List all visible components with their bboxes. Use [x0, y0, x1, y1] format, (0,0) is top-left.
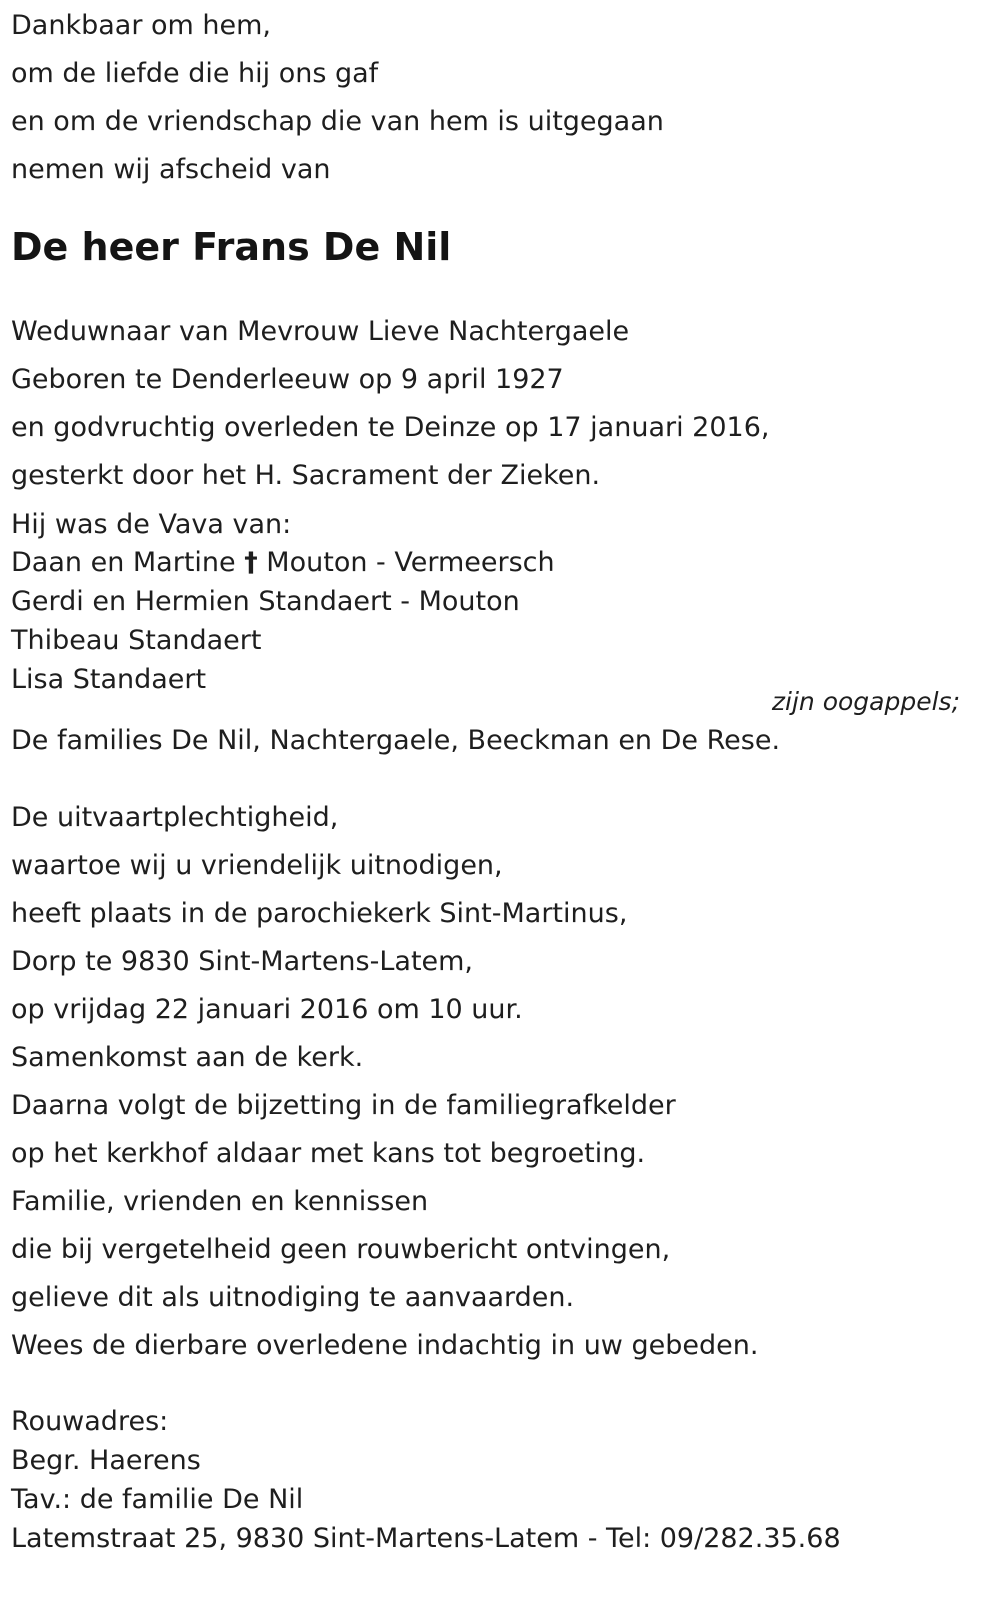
grandchildren-note: zijn oogappels; — [771, 687, 960, 716]
intro-line-4: nemen wij afscheid van — [11, 154, 331, 185]
address-line-1: Begr. Haerens — [11, 1445, 201, 1476]
ceremony-line-10: die bij vergetelheid geen rouwbericht ontvingen, — [11, 1234, 671, 1265]
ceremony-line-11: gelieve dit als uitnodiging te aanvaarden. — [11, 1282, 575, 1313]
grandchildren-heading: Hij was de Vava van: — [11, 509, 292, 540]
ceremony-line-1: De uitvaartplechtigheid, — [11, 802, 339, 833]
bio-line-3: en godvruchtig overleden te Deinze op 17 januari 2016, — [11, 412, 770, 443]
ceremony-line-5: op vrijdag 22 januari 2016 om 10 uur. — [11, 994, 523, 1025]
grandchildren-line-1-start: Daan en Martine — [11, 547, 245, 578]
grandchildren-line-3: Thibeau Standaert — [11, 625, 262, 656]
ceremony-line-9: Familie, vrienden en kennissen — [11, 1186, 429, 1217]
address-line-2: Tav.: de familie De Nil — [11, 1484, 304, 1515]
families-line: De families De Nil, Nachtergaele, Beeckman en De Rese. — [11, 725, 781, 756]
intro-line-1: Dankbaar om hem, — [11, 10, 272, 41]
address-line-3: Latemstraat 25, 9830 Sint-Martens-Latem - Tel: 09/282.35.68 — [11, 1523, 841, 1554]
bio-line-4: gesterkt door het H. Sacrament der Zieken. — [11, 460, 601, 491]
ceremony-line-6: Samenkomst aan de kerk. — [11, 1042, 364, 1073]
intro-line-2: om de liefde die hij ons gaf — [11, 58, 379, 89]
grandchildren-line-1 — [11, 549, 555, 576]
ceremony-line-4: Dorp te 9830 Sint-Martens-Latem, — [11, 946, 474, 977]
grandchildren-line-2: Gerdi en Hermien Standaert - Mouton — [11, 586, 520, 617]
ceremony-line-7: Daarna volgt de bijzetting in de familiegrafkelder — [11, 1090, 676, 1121]
address-heading: Rouwadres: — [11, 1406, 169, 1437]
deceased-name: De heer Frans De Nil — [11, 225, 452, 269]
ceremony-line-3: heeft plaats in de parochiekerk Sint-Martinus, — [11, 898, 628, 929]
bio-line-2: Geboren te Denderleeuw op 9 april 1927 — [11, 364, 564, 395]
intro-line-3: en om de vriendschap die van hem is uitgegaan — [11, 106, 664, 137]
grandchildren-line-4: Lisa Standaert — [11, 664, 207, 695]
bio-line-1: Weduwnaar van Mevrouw Lieve Nachtergaele — [11, 316, 630, 347]
grandchildren-line-1-end: Mouton - Vermeersch — [257, 547, 555, 578]
ceremony-line-8: op het kerkhof aldaar met kans tot begroeting. — [11, 1138, 646, 1169]
ceremony-line-2: waartoe wij u vriendelijk uitnodigen, — [11, 850, 503, 881]
cross-symbol: † — [244, 547, 258, 578]
ceremony-line-12: Wees de dierbare overledene indachtig in uw gebeden. — [11, 1330, 759, 1361]
